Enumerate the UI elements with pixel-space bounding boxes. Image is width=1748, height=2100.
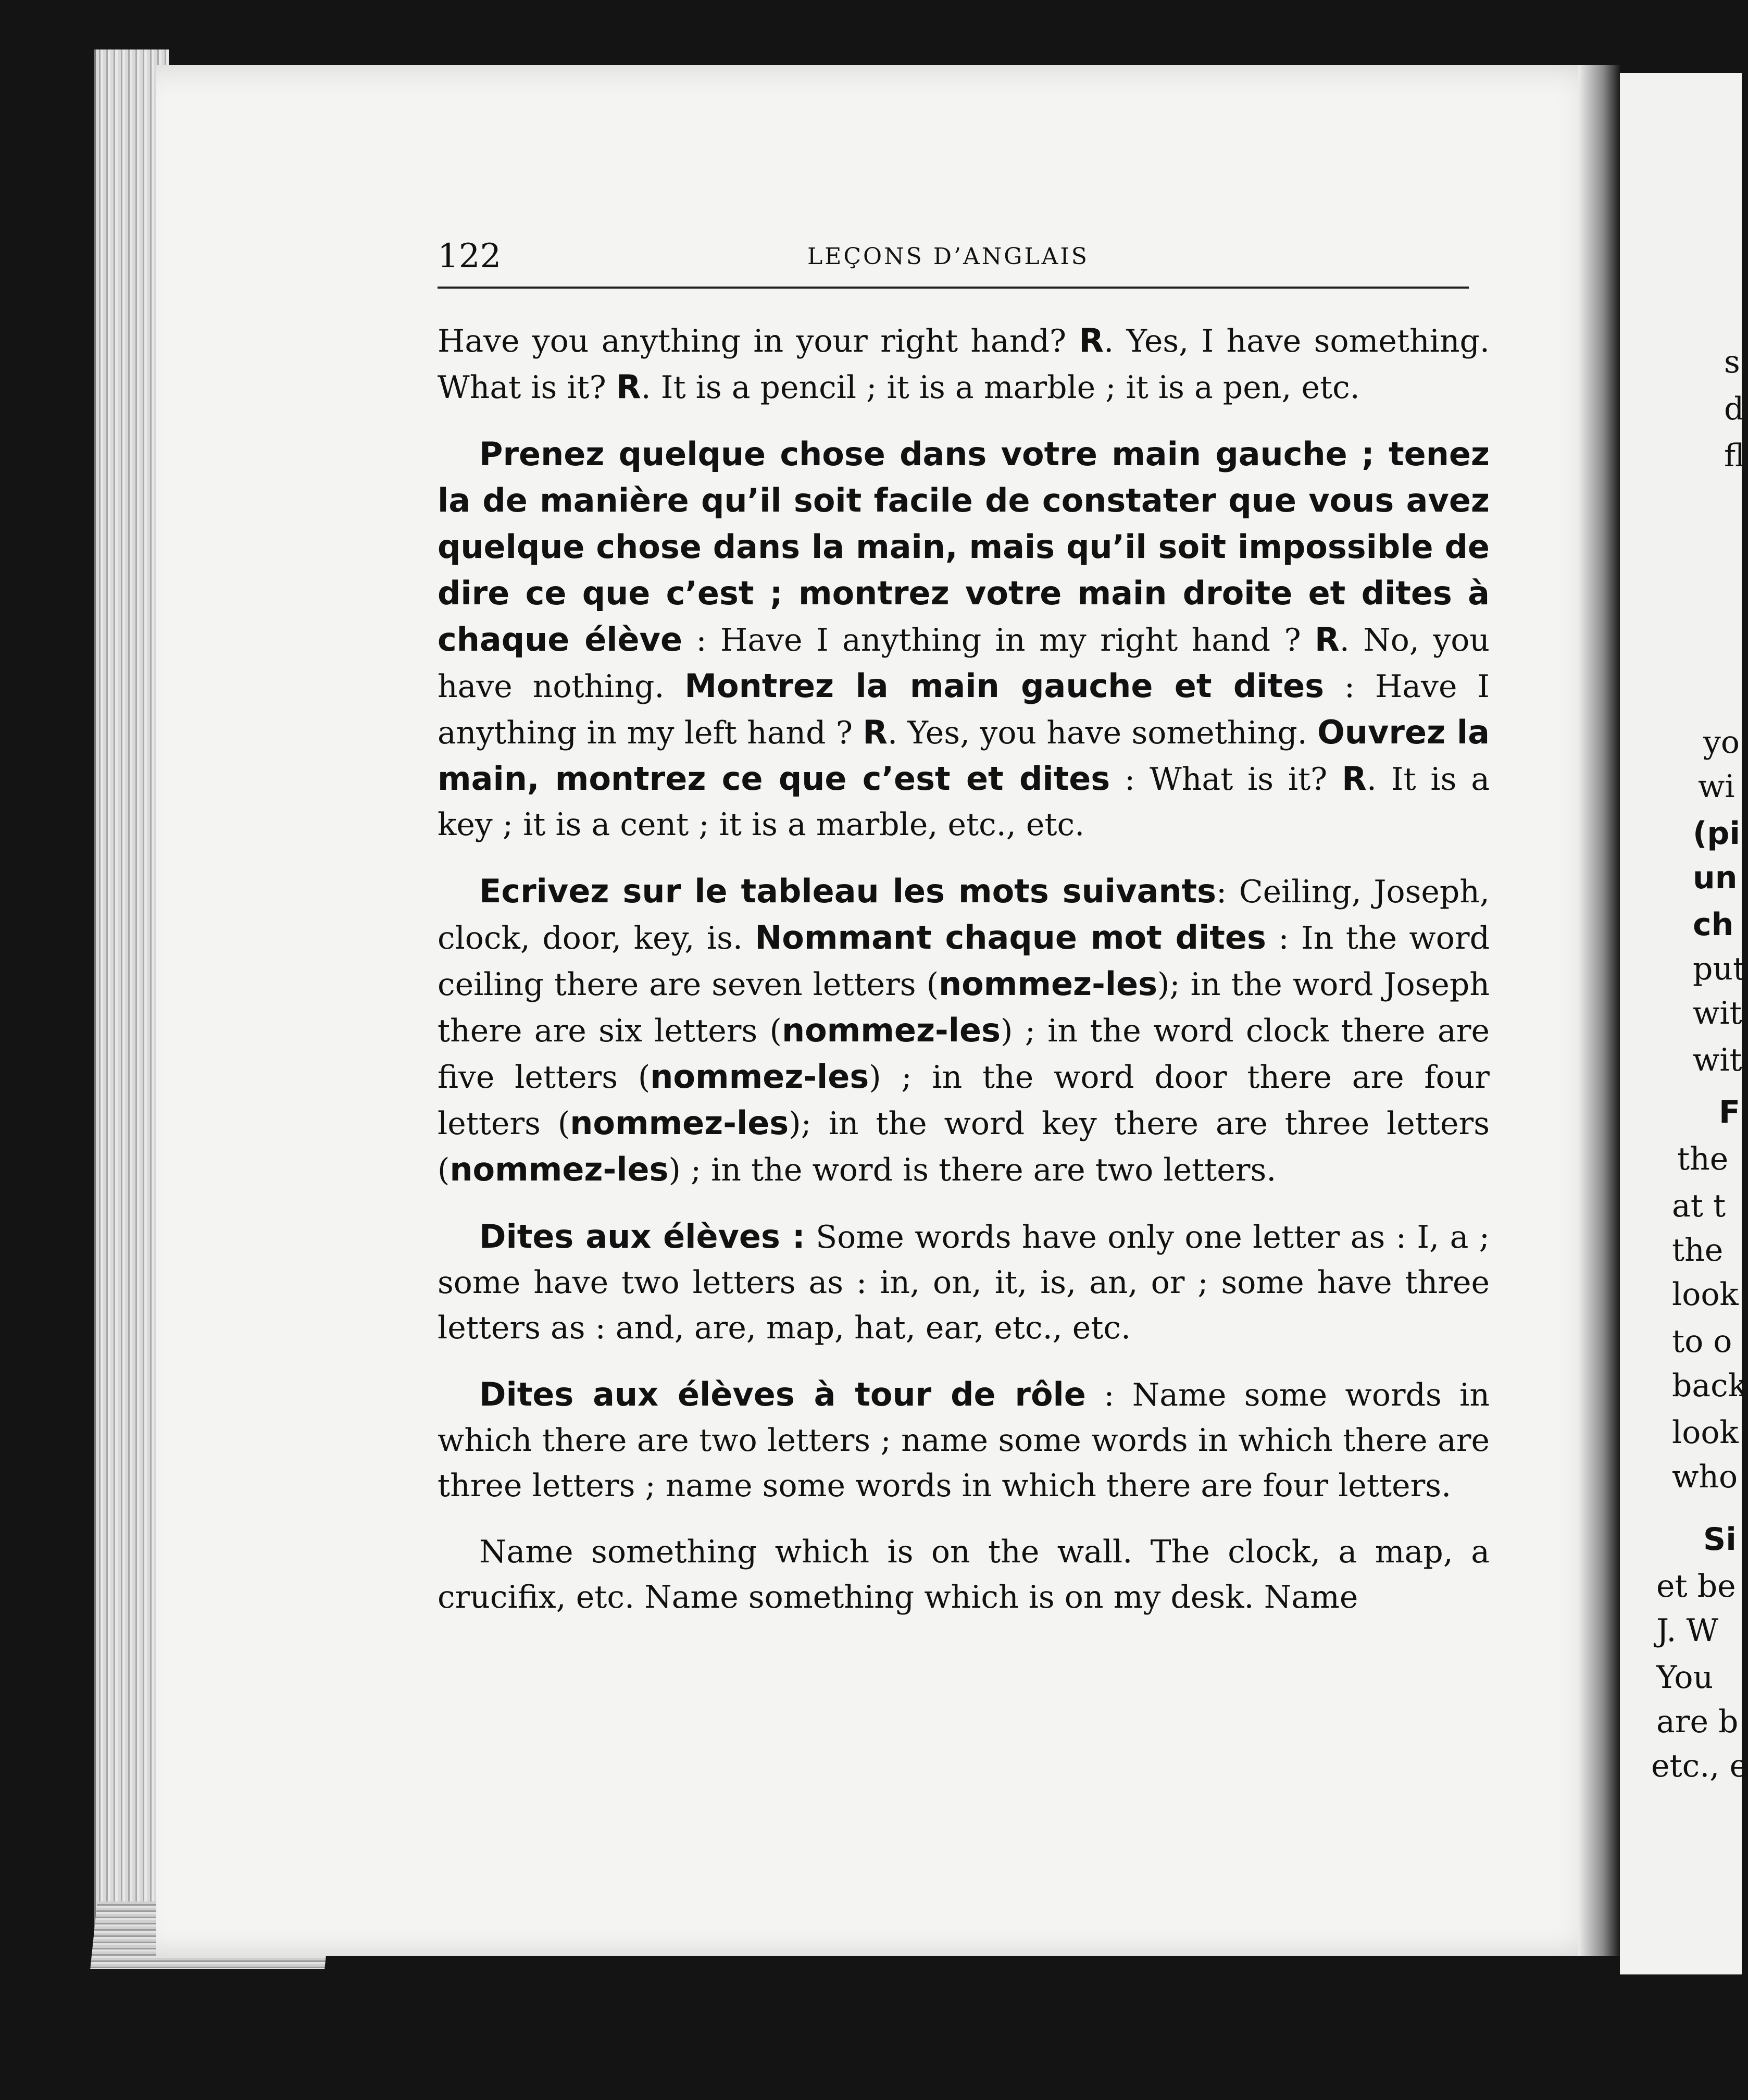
facing-page-fragment: to o [1672, 1323, 1732, 1360]
facing-page-fragment: s [1724, 344, 1740, 380]
bold-run: Montrez la main gauche et dites [684, 667, 1325, 705]
facing-page-fragment: the [1677, 1141, 1729, 1177]
paragraph [438, 1214, 1490, 1351]
bold-run: Dites aux élèves : [479, 1217, 805, 1256]
facing-page-fragment: who [1672, 1459, 1738, 1495]
bold-run: R [1079, 321, 1104, 359]
paragraph [438, 1530, 1490, 1620]
text-run: Have you anything in your right hand? [438, 323, 1079, 359]
facing-page-fragment: wit [1693, 1042, 1742, 1078]
page-body [438, 318, 1490, 1641]
text-run: : What is it? [1110, 761, 1342, 798]
facing-page-fragment: look [1672, 1276, 1739, 1313]
text-run: ) ; in the word clock there are five letters ( [438, 1013, 1490, 1096]
text-run: . It is a pencil ; it is a marble ; it is a pen, etc. [641, 369, 1360, 406]
facing-page-fragment: et be [1656, 1568, 1736, 1605]
text-run: : In the word ceiling there are seven letters ( [438, 920, 1490, 1003]
facing-page-fragment: put [1693, 951, 1746, 987]
running-head: LEÇONS D’ANGLAIS [807, 243, 1089, 270]
text-run: . It is a key ; it is a cent ; it is a marble, etc., etc. [438, 761, 1490, 843]
text-run: Name something which is on the wall. The clock, a map, a crucifix, etc. Name something which is on my desk. Name [438, 1534, 1490, 1616]
text-run: . Yes, you have something. [888, 715, 1318, 751]
bold-run: nommez-les [450, 1150, 669, 1188]
right-page [1620, 73, 1748, 1974]
bold-run: nommez-les [781, 1011, 1001, 1049]
paragraph [438, 318, 1490, 411]
facing-page-fragment: back [1672, 1368, 1747, 1404]
facing-page-fragment: wi [1698, 768, 1735, 805]
bold-run: Ecrivez sur le tableau les mots suivants [479, 872, 1216, 910]
text-run: : Have I anything in my right hand ? [682, 622, 1315, 658]
book-gutter [1578, 65, 1620, 1956]
text-run: Some words have only one letter as : I, a ; some have two letters as : in, on, it, is, an, or ; some have three letters as : and, are, map, hat, ear, etc., etc. [438, 1219, 1490, 1346]
bold-run: R [863, 713, 888, 751]
facing-page-fragment: ch [1693, 906, 1734, 943]
bold-run: nommez-les [939, 965, 1158, 1003]
bold-run: Nommant chaque mot dites [755, 918, 1266, 956]
facing-page-fragment: d [1724, 391, 1744, 427]
facing-page-fragment: wit [1693, 995, 1742, 1032]
text-run: . Yes, I have something. What is it? [438, 323, 1490, 406]
text-run: ); in the word key there are three letters ( [438, 1105, 1490, 1188]
text-run: : Have I anything in my left hand ? [438, 668, 1490, 751]
page-header [438, 237, 1479, 284]
facing-page-fragment: the [1672, 1232, 1724, 1269]
bold-run: nommez-les [570, 1104, 789, 1142]
text-run: ) ; in the word is there are two letters. [668, 1152, 1277, 1188]
facing-page-fragment: yo [1703, 724, 1740, 761]
paragraph [438, 1372, 1490, 1509]
facing-page-fragment: J. W [1656, 1612, 1719, 1649]
facing-page-fragment: You [1656, 1659, 1714, 1696]
facing-page-fragment: fl [1724, 438, 1745, 474]
facing-page-fragment: Si [1703, 1521, 1737, 1558]
text-run: . No, you have nothing. [438, 622, 1490, 705]
text-run: : Name some words in which there are two letters ; name some words in which there are three letters ; name some words in which there are four letters. [438, 1377, 1490, 1504]
bold-run: R [616, 368, 641, 406]
facing-page-fragment: look [1672, 1414, 1739, 1451]
facing-page-fragment: (pi [1693, 815, 1740, 852]
paragraph [438, 431, 1490, 848]
page-number: 122 [438, 237, 502, 276]
facing-page-fragment: un [1693, 860, 1738, 896]
paragraph [438, 868, 1490, 1193]
bold-run: Dites aux élèves à tour de rôle [479, 1375, 1086, 1413]
bold-run: nommez-les [650, 1058, 869, 1096]
text-run: ); in the word Joseph there are six letters ( [438, 966, 1490, 1049]
bold-run: Prenez quelque chose dans votre main gauche ; tenez la de manière qu’il soit facile de constater que vous avez quelque chose dans la main, mais qu’il soit impossible de dire ce que c’est ; montrez votre main droite et dites à chaque élève [438, 435, 1490, 658]
facing-page-fragment: are b [1656, 1704, 1739, 1740]
text-run: : Ceiling, Joseph, clock, door, key, is. [438, 874, 1490, 956]
bold-run: R [1315, 620, 1340, 658]
bold-run: Ouvrez la main, montrez ce que c’est et dites [438, 713, 1490, 798]
text-run: ) ; in the word door there are four letters ( [438, 1059, 1490, 1142]
header-rule [438, 287, 1469, 289]
facing-page-fragment: F [1719, 1094, 1740, 1130]
facing-page-fragment: at t [1672, 1188, 1726, 1224]
facing-page-fragment: etc., e [1651, 1748, 1748, 1784]
bold-run: R [1342, 760, 1367, 798]
